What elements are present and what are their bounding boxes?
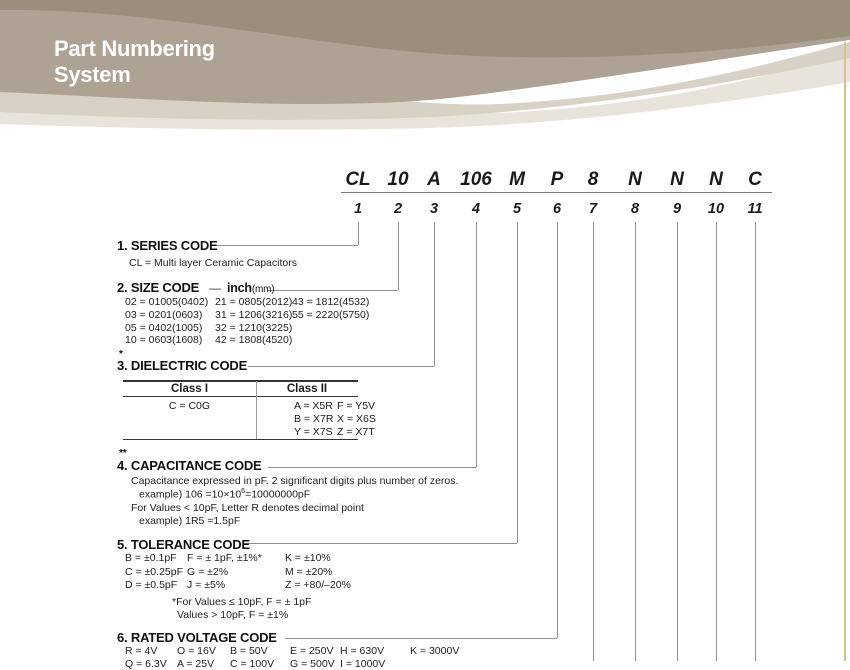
table-border-top bbox=[123, 380, 358, 382]
capacitance-example2: example) 1R5 =1.5pF bbox=[139, 515, 241, 527]
capacitance-line2: For Values < 10pF, Letter R denotes decimal point bbox=[131, 502, 364, 514]
class1-value: C = C0G bbox=[168, 400, 211, 412]
size-code-unit-mm: (mm) bbox=[251, 284, 275, 295]
table-border-bottom bbox=[123, 439, 358, 440]
tolerance-row bbox=[125, 579, 351, 593]
page-title-line1: Part Numbering bbox=[54, 36, 215, 61]
dielectric-code-number: 3. bbox=[117, 358, 128, 373]
example1-exponent: 6 bbox=[241, 488, 246, 495]
pn-pos-7: 7 bbox=[588, 201, 598, 217]
pn-code-8: N bbox=[628, 169, 642, 190]
size-code-dash: — bbox=[209, 281, 221, 295]
size-code-row bbox=[125, 309, 369, 322]
size-code-row bbox=[125, 296, 369, 309]
size-cell: 02 = 01005(0402) bbox=[125, 296, 209, 308]
capacitance-example1 bbox=[139, 488, 310, 501]
connector-line-9 bbox=[677, 222, 678, 661]
pn-pos-8: 8 bbox=[630, 201, 640, 217]
class1-header: Class I bbox=[170, 383, 209, 395]
voltage-cell: H = 630V bbox=[340, 645, 385, 657]
capacitance-line1: Capacitance expressed in pF. 2 significant digits plus number of zeros. bbox=[131, 475, 459, 487]
size-code-unit: inch bbox=[226, 281, 252, 295]
tolerance-cell: D = ±0.5pF bbox=[125, 579, 178, 591]
tolerance-code-title: TOLERANCE CODE bbox=[130, 537, 250, 552]
capacitance-code-number: 4. bbox=[117, 458, 128, 473]
class2-cell: Y = X7S bbox=[294, 426, 333, 438]
page-title-line2: System bbox=[54, 62, 131, 87]
tolerance-cell: Z = +80/–20% bbox=[285, 579, 351, 591]
series-code-heading bbox=[117, 238, 218, 253]
class2-row bbox=[294, 426, 375, 438]
pn-code-4: 106 bbox=[460, 169, 492, 190]
voltage-code-title: RATED VOLTAGE CODE bbox=[130, 630, 277, 645]
pn-pos-9: 9 bbox=[672, 201, 682, 217]
size-code-heading bbox=[117, 280, 274, 295]
pn-code-3: A bbox=[427, 169, 441, 190]
size-code-number: 2. bbox=[117, 280, 128, 295]
pn-code-5: M bbox=[509, 169, 525, 190]
example1-prefix: example) 106 =10×10 bbox=[139, 488, 242, 501]
connector-line-11 bbox=[755, 222, 756, 661]
voltage-cell-clipped: G = 500V bbox=[290, 658, 335, 670]
connector-line-7 bbox=[593, 222, 594, 661]
voltage-cell-clipped: Q = 6.3V bbox=[125, 658, 167, 670]
size-cell: 03 = 0201(0603) bbox=[125, 308, 203, 321]
connector-line-10 bbox=[716, 222, 717, 661]
pn-code-6: P bbox=[550, 169, 564, 190]
size-cell: 42 = 1808(4520) bbox=[215, 334, 293, 347]
connector-elbow-3 bbox=[248, 366, 434, 367]
table-border-mid bbox=[123, 396, 358, 397]
connector-line-6 bbox=[557, 222, 558, 638]
voltage-code-number: 6. bbox=[117, 630, 128, 645]
size-code-row bbox=[125, 322, 369, 335]
pn-pos-3: 3 bbox=[429, 201, 439, 217]
dielectric-code-heading bbox=[117, 358, 247, 373]
dielectric-code-title: DIELECTRIC CODE bbox=[130, 358, 248, 373]
connector-elbow-2 bbox=[267, 290, 398, 291]
pn-pos-1: 1 bbox=[353, 201, 363, 217]
pn-code-10: N bbox=[709, 169, 723, 190]
capacitance-code-title: CAPACITANCE CODE bbox=[130, 458, 262, 473]
connector-line-4 bbox=[476, 222, 477, 467]
connector-elbow-4 bbox=[268, 467, 476, 468]
size-cell: 05 = 0402(1005) bbox=[125, 321, 203, 334]
tolerance-code-heading bbox=[117, 537, 250, 552]
tolerance-cell: B = ±0.1pF bbox=[125, 552, 177, 564]
tolerance-cell: F = ± 1pF, ±1%* bbox=[187, 552, 262, 564]
class2-cell: X = X6S bbox=[337, 413, 376, 425]
connector-line-1 bbox=[358, 222, 359, 245]
class2-cell: F = Y5V bbox=[337, 400, 376, 412]
tolerance-note2: Values > 10pF, F = ±1% bbox=[177, 609, 289, 621]
tolerance-cell: G = ±2% bbox=[187, 565, 229, 578]
size-code-title: SIZE CODE bbox=[130, 280, 200, 295]
pn-code-7: 8 bbox=[587, 169, 599, 190]
capacitance-code-heading bbox=[117, 458, 262, 473]
size-cell: 31 = 1206(3216) bbox=[215, 308, 293, 321]
size-cell: 43 = 1812(4532) bbox=[292, 296, 370, 308]
size-cell: 10 = 0603(1608) bbox=[125, 334, 203, 347]
tolerance-code-number: 5. bbox=[117, 537, 128, 552]
tolerance-row bbox=[125, 566, 351, 580]
voltage-cell: R = 4V bbox=[125, 645, 158, 657]
connector-elbow-5 bbox=[243, 543, 517, 544]
voltage-cell: K = 3000V bbox=[410, 645, 460, 657]
example1-suffix: =10000000pF bbox=[245, 488, 311, 501]
pn-pos-5: 5 bbox=[512, 201, 522, 217]
pn-pos-10: 10 bbox=[707, 201, 725, 217]
voltage-cell: E = 250V bbox=[290, 645, 334, 657]
pn-pos-6: 6 bbox=[552, 201, 562, 217]
connector-elbow-1 bbox=[215, 245, 358, 246]
pn-pos-11: 11 bbox=[747, 201, 763, 217]
class2-row bbox=[294, 413, 376, 425]
pn-code-11: C bbox=[748, 169, 762, 190]
page-title bbox=[54, 36, 215, 88]
table-column-divider bbox=[256, 381, 257, 439]
pn-pos-2: 2 bbox=[393, 201, 403, 217]
dielectric-footnote-mark: * bbox=[119, 349, 123, 360]
pn-code-1: CL bbox=[345, 169, 371, 190]
series-code-number: 1. bbox=[117, 238, 128, 253]
class2-header: Class II bbox=[286, 383, 328, 395]
tolerance-cell: C = ±0.25pF bbox=[125, 565, 184, 578]
voltage-cell-clipped: I = 1000V bbox=[340, 658, 386, 670]
series-code-description: CL = Multi layer Ceramic Capacitors bbox=[129, 257, 297, 269]
connector-line-5 bbox=[517, 222, 518, 543]
voltage-code-heading bbox=[117, 630, 277, 645]
tolerance-cell: K = ±10% bbox=[285, 552, 331, 564]
connector-line-8 bbox=[635, 222, 636, 661]
class2-cell: A = X5R bbox=[294, 400, 333, 412]
class2-cell: B = X7R bbox=[294, 413, 334, 425]
capacitance-footnote-mark: ** bbox=[119, 448, 127, 459]
size-cell: 55 = 2220(5750) bbox=[292, 308, 370, 321]
tolerance-note1: *For Values ≤ 10pF, F = ± 1pF bbox=[172, 596, 312, 608]
tolerance-cell: M = ±20% bbox=[285, 565, 333, 578]
series-code-title: SERIES CODE bbox=[130, 238, 218, 253]
connector-elbow-6 bbox=[285, 638, 557, 639]
voltage-cell-clipped: C = 100V bbox=[230, 658, 275, 670]
part-number-underline bbox=[341, 192, 772, 193]
voltage-cell-clipped: A = 25V bbox=[177, 658, 215, 670]
voltage-cell: O = 16V bbox=[177, 645, 216, 657]
tolerance-row bbox=[125, 552, 351, 566]
dielectric-table bbox=[123, 380, 376, 440]
size-code-row bbox=[125, 334, 369, 347]
pn-code-2: 10 bbox=[387, 169, 409, 190]
size-code-table bbox=[125, 296, 369, 347]
tolerance-cell: J = ±5% bbox=[187, 579, 226, 591]
pn-pos-4: 4 bbox=[471, 201, 481, 217]
class2-cell: Z = X7T bbox=[337, 426, 375, 438]
page-accent-line bbox=[844, 42, 846, 661]
tolerance-table bbox=[125, 552, 351, 593]
size-cell: 21 = 0805(2012) bbox=[215, 296, 293, 308]
size-cell: 32 = 1210(3225) bbox=[215, 321, 293, 334]
voltage-cell: B = 50V bbox=[230, 645, 268, 657]
pn-code-9: N bbox=[670, 169, 684, 190]
class2-row bbox=[294, 400, 375, 412]
connector-line-3 bbox=[434, 222, 435, 366]
connector-line-2 bbox=[398, 222, 399, 290]
